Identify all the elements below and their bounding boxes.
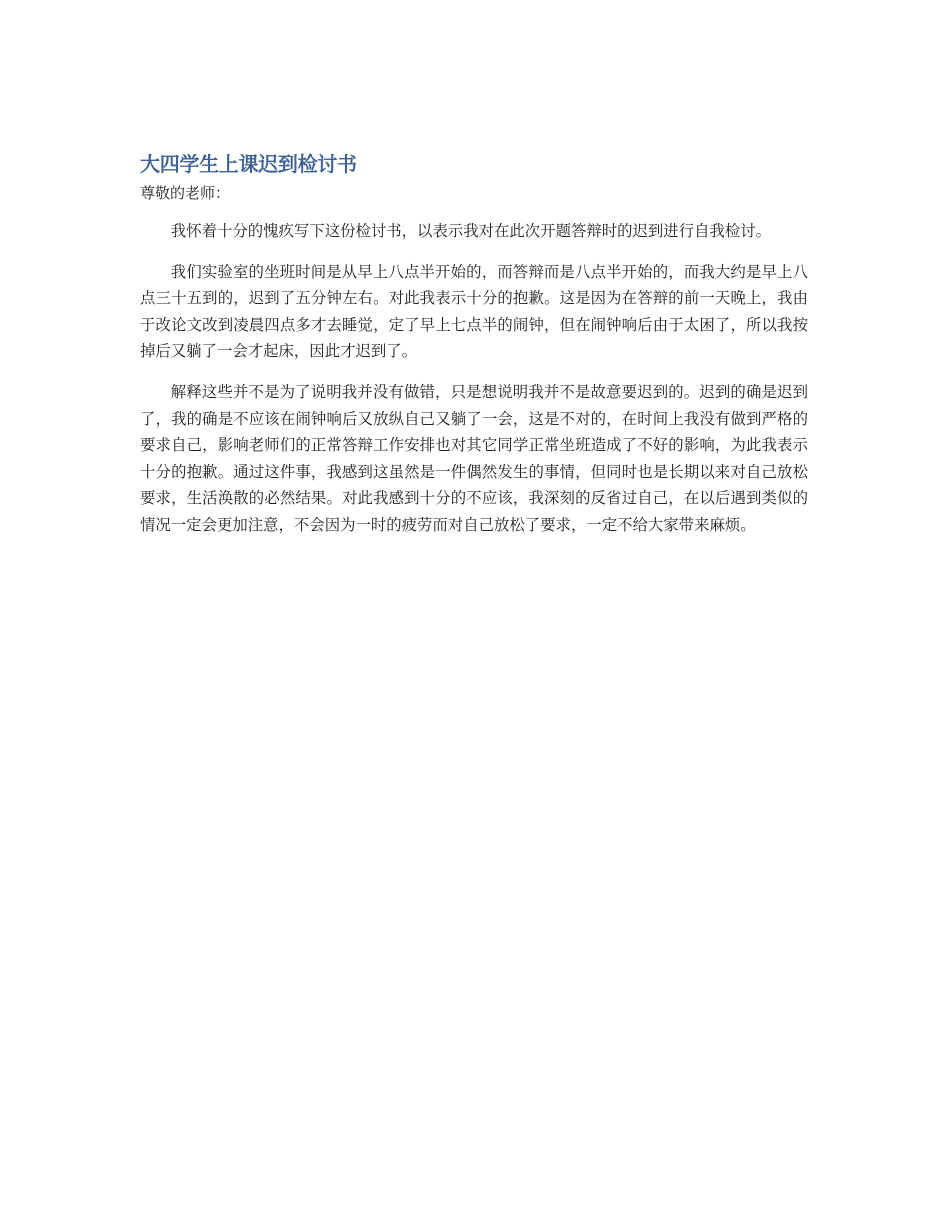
document-title: 大四学生上课迟到检讨书 — [140, 152, 357, 176]
paragraph-2: 我们实验室的坐班时间是从早上八点半开始的，而答辩而是八点半开始的，而我大约是早上八点三十五到的，迟到了五分钟左右。对此我表示十分的抱歉。这是因为在答辩的前一天晚上，我由于改论文改到凌晨四点多才去睡觉，定了早上七点半的闹钟，但在闹钟响后由于太困了，所以我按掉后又躺了一会才起床，因此才迟到了。 — [140, 262, 808, 361]
paragraph-3: 解释这些并不是为了说明我并没有做错，只是想说明我并不是故意要迟到的。迟到的确是迟到了，我的确是不应该在闹钟响后又放纵自己又躺了一会，这是不对的，在时间上我没有做到严格的要求自己，影响老师们的正常答辩工作安排也对其它同学正常坐班造成了不好的影响，为此我表示十分的抱歉。通过这件事，我感到这虽然是一件偶然发生的事情，但同时也是长期以来对自己放松要求，生活涣散的必然结果。对此我感到十分的不应该，我深刻的反省过自己，在以后遇到类似的情况一定会更加注意，不会因为一时的疲劳而对自己放松了要求，一定不给大家带来麻烦。 — [140, 382, 808, 534]
salutation: 尊敬的老师： — [140, 184, 231, 202]
document-body — [140, 149, 808, 539]
paragraph-1: 我怀着十分的愧疚写下这份检讨书，以表示我对在此次开题答辩时的迟到进行自我检讨。 — [170, 222, 772, 240]
